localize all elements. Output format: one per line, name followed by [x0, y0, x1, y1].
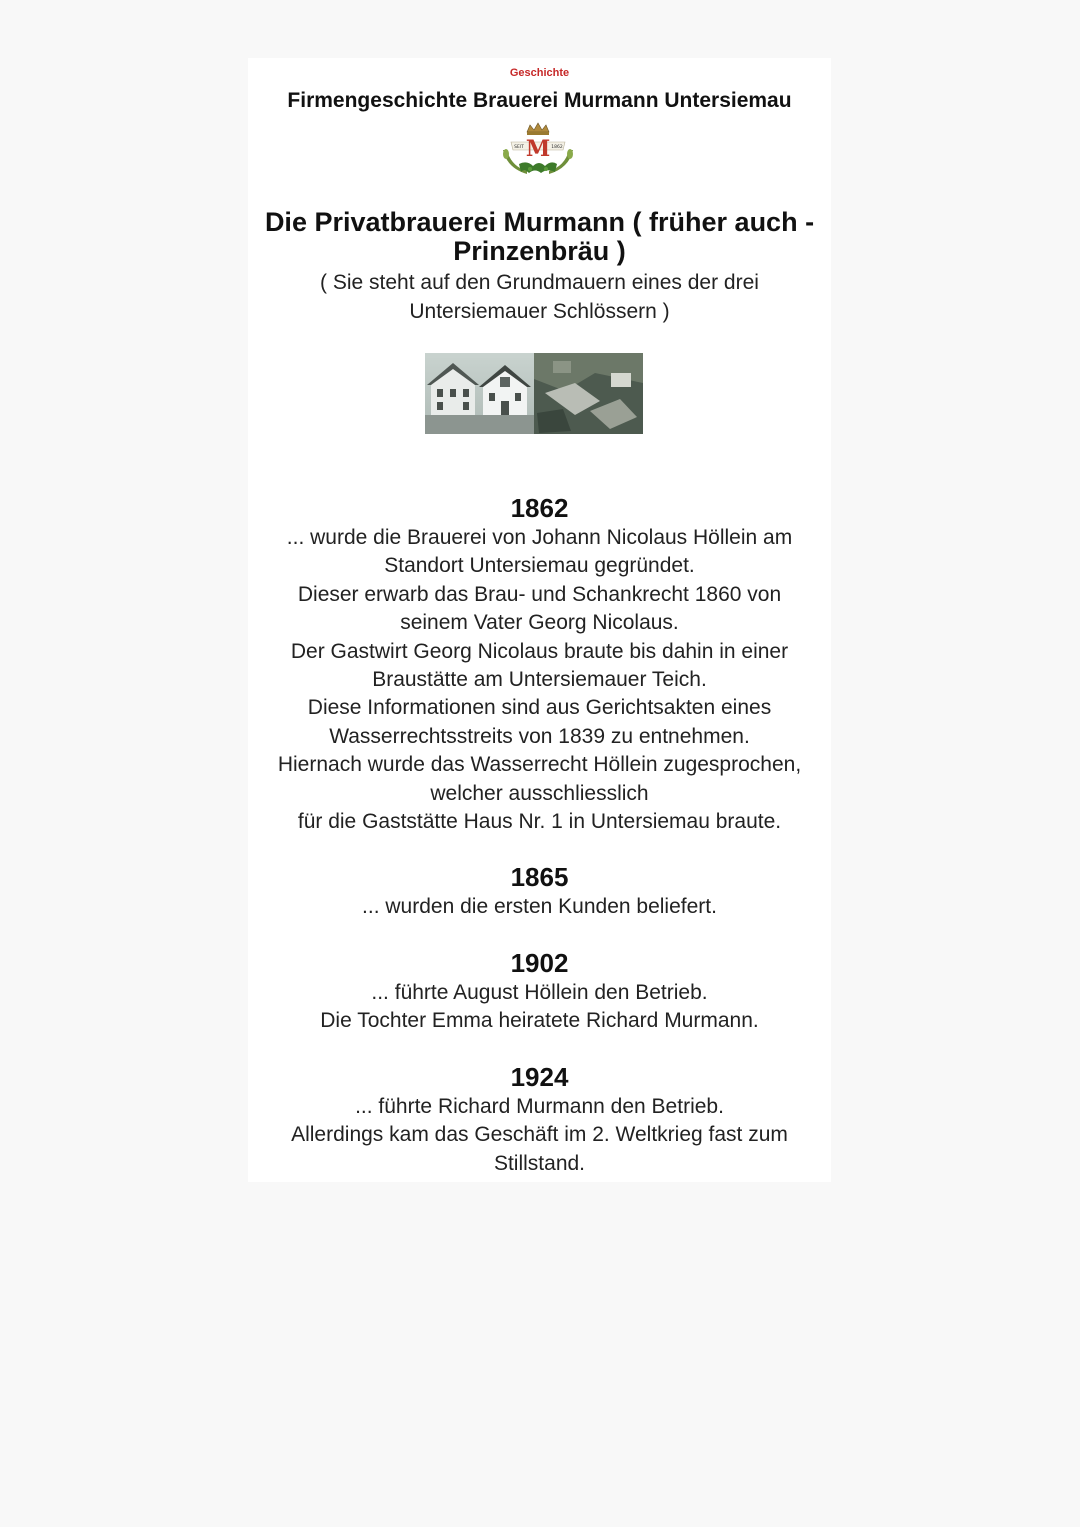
- headline-line: Prinzenbräu ): [453, 236, 626, 266]
- entry-text-line: Stillstand.: [493, 1151, 586, 1175]
- subheadline-line: Untersiemauer Schlössern ): [409, 300, 670, 323]
- year-heading: 1862: [510, 493, 569, 523]
- history-card: [248, 58, 831, 1182]
- entry-text-line: Diese Informationen sind aus Gerichtsakten eines: [307, 696, 772, 720]
- headline-line: Die Privatbrauerei Murmann ( früher auch -: [264, 207, 815, 237]
- brewery-photo: [425, 353, 643, 434]
- entry-text-line: ... führte August Höllein den Betrieb.: [371, 980, 708, 1004]
- timeline-entry-1924: [248, 1061, 831, 1178]
- entry-text-line: Dieser erwarb das Brau- und Schankrecht 1860 von: [297, 582, 782, 606]
- entry-text-line: Braustätte am Untersiemauer Teich.: [372, 668, 707, 692]
- entry-text-line: seinem Vater Georg Nicolaus.: [400, 611, 679, 635]
- logo-year-right: 1862: [551, 145, 563, 150]
- logo-letter: M: [525, 136, 551, 162]
- headline: [258, 208, 821, 266]
- entry-text-line: ... führte Richard Murmann den Betrieb.: [355, 1094, 724, 1118]
- year-heading: 1865: [510, 862, 569, 893]
- subheadline-line: ( Sie steht auf den Grundmauern eines der drei: [320, 271, 759, 294]
- year-heading: 1924: [510, 1061, 569, 1092]
- page-title: Firmengeschichte Brauerei Murmann Untersiemau: [287, 89, 792, 112]
- entry-text-line: Wasserrechtsstreits von 1839 zu entnehmen.: [329, 724, 750, 748]
- entry-text-line: Allerdings kam das Geschäft im 2. Weltkrieg fast zum: [291, 1123, 788, 1147]
- entry-text-line: ... wurde die Brauerei von Johann Nicolaus Höllein am: [286, 526, 793, 549]
- timeline-entry-1865: [248, 861, 831, 921]
- year-heading: 1902: [510, 947, 569, 978]
- subheadline: [278, 268, 801, 326]
- entry-text-line: Hiernach wurde das Wasserrecht Höllein zugesprochen,: [277, 753, 802, 777]
- entry-text-line: Der Gastwirt Georg Nicolaus braute bis dahin in einer: [290, 639, 789, 663]
- timeline-entry-1862: [248, 492, 831, 836]
- timeline: [248, 492, 831, 1203]
- category-label[interactable]: Geschichte: [509, 67, 570, 79]
- entry-text-line: Die Tochter Emma heiratete Richard Murmann.: [320, 1009, 759, 1033]
- brewery-logo: [497, 120, 579, 180]
- entry-text-line: welcher ausschliesslich: [430, 781, 649, 805]
- logo-year-left: SEIT: [514, 145, 524, 150]
- timeline-entry-1902: [248, 947, 831, 1036]
- entry-text-line: Standort Untersiemau gegründet.: [384, 554, 695, 578]
- entry-text-line: für die Gaststätte Haus Nr. 1 in Untersiemau braute.: [297, 810, 782, 834]
- entry-text-line: ... wurden die ersten Kunden beliefert.: [362, 895, 717, 919]
